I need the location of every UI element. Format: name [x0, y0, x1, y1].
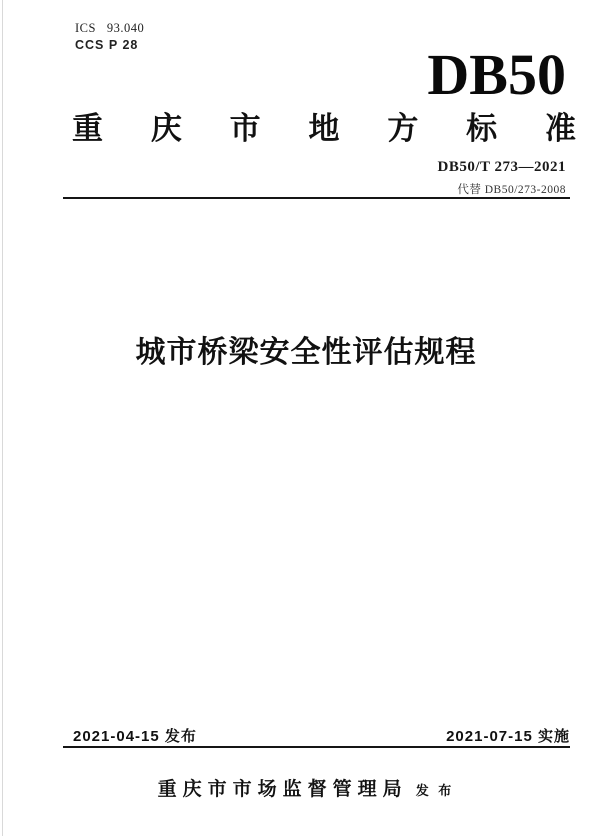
ics-code: ICS 93.040: [75, 21, 145, 35]
standard-number: DB50/T 273—2021: [437, 159, 566, 175]
header-divider: [63, 197, 570, 199]
standard-name-char: 市: [229, 111, 261, 146]
document-title: 城市桥梁安全性评估规程: [135, 336, 477, 369]
standard-name-char: 标: [466, 111, 498, 146]
standard-name-char: 重: [72, 111, 103, 146]
scan-edge-line: [2, 0, 3, 836]
classification-codes: [75, 20, 144, 54]
dates-row: [63, 725, 570, 746]
standard-name-char: 庆: [150, 111, 182, 146]
standard-name-char: 准: [544, 111, 576, 146]
issue-date: 2021-04-15 发布: [73, 728, 197, 745]
publish-label: 发 布: [415, 783, 455, 798]
standard-name-char: 地: [308, 111, 340, 146]
ccs-code: CCS P 28: [75, 38, 139, 52]
publisher-name: 重庆市市场监督管理局: [157, 779, 408, 800]
superseded-note: 代替 DB50/273-2008: [457, 184, 566, 196]
implement-date: 2021-07-15 实施: [446, 728, 570, 745]
standard-name-char: 方: [387, 111, 419, 146]
standard-name: [72, 110, 576, 147]
standard-logo: DB50: [427, 42, 566, 107]
publisher-row: [0, 774, 612, 801]
footer-divider: [63, 746, 570, 748]
